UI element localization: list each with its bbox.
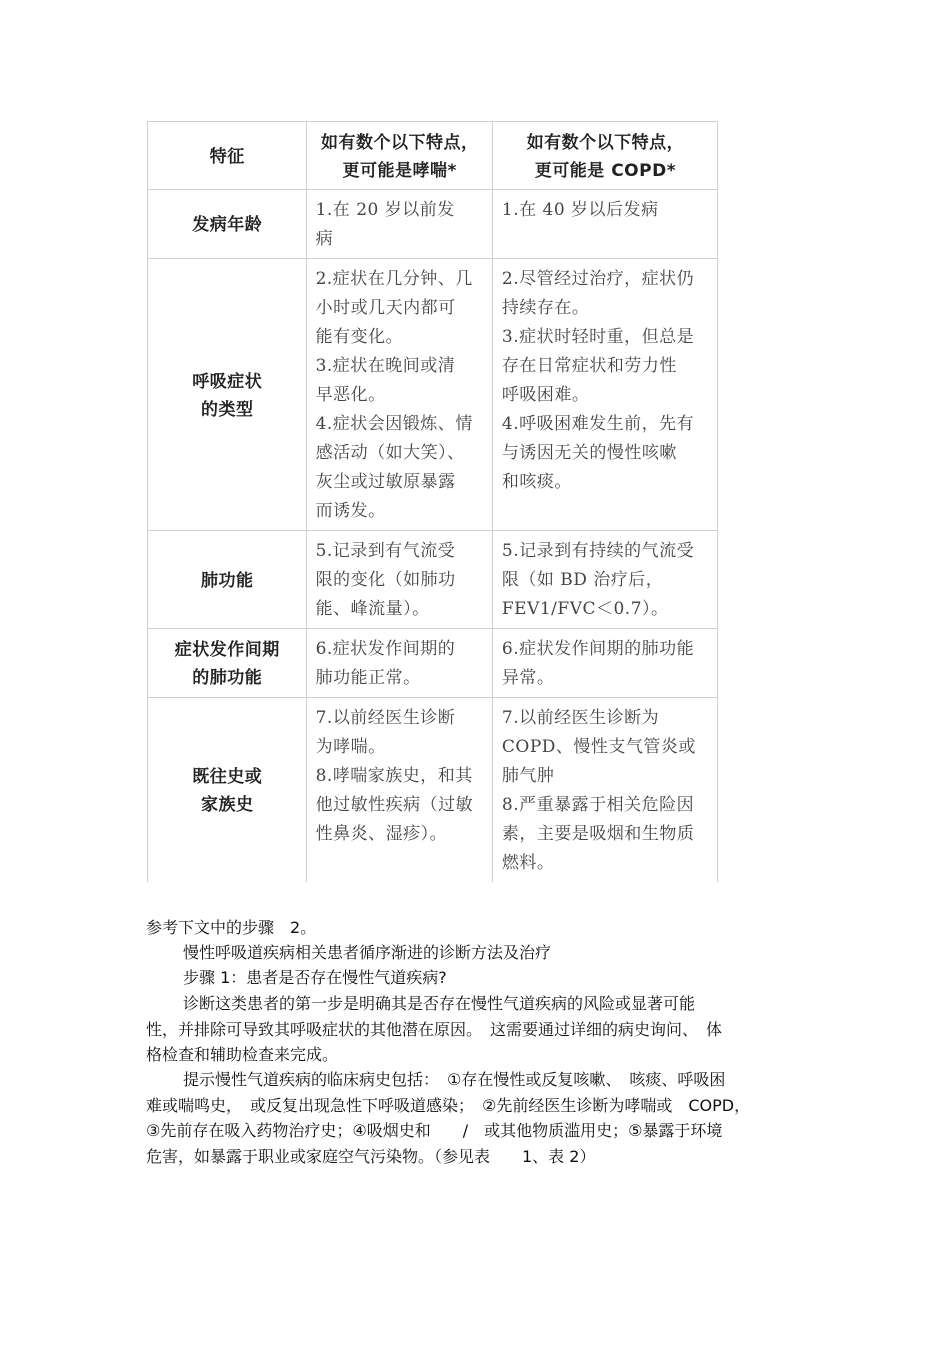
asthma-cell-line: 性鼻炎、湿疹）。 bbox=[315, 824, 448, 844]
asthma-cell-line: 病 bbox=[315, 229, 334, 249]
section-title: 慢性呼吸道疾病相关患者循序渐进的诊断方法及治疗 bbox=[183, 943, 552, 962]
para1-line: 性，并排除可导致其呼吸症状的其他潜在原因。 这需要通过详细的病史询问、 体 bbox=[146, 1019, 723, 1039]
feature-cell: 既往史或 家族史 bbox=[148, 698, 307, 883]
feature-cell: 肺功能 bbox=[148, 531, 307, 629]
copd-cell bbox=[492, 629, 717, 698]
copd-cell-line: 与诱因无关的慢性咳嗽 bbox=[501, 443, 677, 463]
table-row bbox=[148, 190, 718, 259]
table-row bbox=[148, 259, 718, 531]
asthma-cell bbox=[306, 259, 492, 531]
asthma-cell-line: 感活动（如大笑）、 bbox=[315, 443, 465, 463]
asthma-cell bbox=[306, 629, 492, 698]
ref-line: 参考下文中的步骤 2。 bbox=[146, 918, 317, 937]
table-row bbox=[148, 629, 718, 698]
asthma-cell bbox=[306, 531, 492, 629]
asthma-cell-line: 8.哮喘家族史，和其 bbox=[315, 766, 473, 786]
asthma-cell-line: 小时或几天内都可 bbox=[315, 298, 456, 318]
paragraph-1 bbox=[146, 991, 816, 1068]
asthma-cell-line: 早恶化。 bbox=[315, 385, 386, 405]
asthma-cell-line: 3.症状在晚间或清 bbox=[315, 356, 456, 376]
asthma-cell bbox=[306, 190, 492, 259]
copd-cell-line: 8.严重暴露于相关危险因 bbox=[501, 795, 695, 815]
para1-line: 诊断这类患者的第一步是明确其是否存在慢性气道疾病的风险或显著可能 bbox=[183, 994, 696, 1013]
asthma-cell-line: 7.以前经医生诊断 bbox=[315, 708, 456, 728]
para1-line: 格检查和辅助检查来完成。 bbox=[146, 1045, 339, 1064]
copd-cell bbox=[492, 259, 717, 531]
copd-cell-line: 限（如 BD 治疗后， bbox=[501, 570, 664, 590]
asthma-cell-line: 他过敏性疾病（过敏 bbox=[315, 795, 474, 815]
copd-cell-line: 2.尽管经过治疗，症状仍 bbox=[501, 269, 695, 289]
feature-cell: 症状发作间期 的肺功能 bbox=[148, 629, 307, 698]
copd-cell-line: 存在日常症状和劳力性 bbox=[501, 356, 677, 376]
copd-cell-line: 3.症状时轻时重，但总是 bbox=[501, 327, 695, 347]
copd-cell-line: 6.症状发作间期的肺功能 bbox=[501, 639, 695, 659]
para2-line: 提示慢性气道疾病的临床病史包括： ①存在慢性或反复咳嗽、 咳痰、呼吸困 bbox=[183, 1070, 726, 1089]
table-row bbox=[148, 531, 718, 629]
copd-cell-line: 4.呼吸困难发生前，先有 bbox=[501, 414, 695, 434]
copd-cell-line: 5.记录到有持续的气流受 bbox=[501, 541, 695, 561]
copd-cell bbox=[492, 531, 717, 629]
para2-line: 难或喘鸣史， 或反复出现急性下呼吸道感染； ②先前经医生诊断为哮喘或 COPD， bbox=[146, 1095, 751, 1115]
asthma-cell-line: 为哮喘。 bbox=[315, 737, 386, 757]
asthma-cell-line: 4.症状会因锻炼、情 bbox=[315, 414, 473, 434]
asthma-cell-line: 灰尘或过敏原暴露 bbox=[315, 472, 456, 492]
copd-cell-line: COPD、慢性支气管炎或 bbox=[501, 737, 696, 757]
paragraph-2 bbox=[146, 1067, 816, 1169]
asthma-cell bbox=[306, 698, 492, 883]
comparison-table bbox=[147, 121, 718, 882]
para2-line: ③先前存在吸入药物治疗史；④吸烟史和 / 或其他物质滥用史；⑤暴露于环境 bbox=[146, 1121, 723, 1140]
feature-cell: 发病年龄 bbox=[148, 190, 307, 259]
copd-cell-line: 燃料。 bbox=[501, 853, 555, 873]
copd-cell-line: FEV1/FVC＜0.7）。 bbox=[501, 599, 669, 619]
copd-cell-line: 7.以前经医生诊断为 bbox=[501, 708, 660, 728]
asthma-cell-line: 而诱发。 bbox=[315, 501, 386, 521]
asthma-cell-line: 能有变化。 bbox=[315, 327, 404, 347]
copd-cell bbox=[492, 698, 717, 883]
asthma-cell-line: 1.在 20 岁以前发 bbox=[315, 200, 455, 220]
asthma-cell-line: 肺功能正常。 bbox=[315, 668, 421, 688]
para2-line: 危害，如暴露于职业或家庭空气污染物。（参见表 1、表 2） bbox=[146, 1146, 596, 1166]
copd-cell-line: 持续存在。 bbox=[501, 298, 590, 318]
asthma-cell-line: 2.症状在几分钟、几 bbox=[315, 269, 473, 289]
table-header-row bbox=[148, 122, 718, 190]
header-copd: 如有数个以下特点， 更可能是 COPD* bbox=[492, 122, 717, 190]
copd-cell bbox=[492, 190, 717, 259]
step1-heading: 步骤 1：患者是否存在慢性气道疾病? bbox=[183, 968, 447, 987]
copd-cell-line: 和咳痰。 bbox=[501, 472, 572, 492]
asthma-cell-line: 限的变化（如肺功 bbox=[315, 570, 456, 590]
copd-cell-line: 异常。 bbox=[501, 668, 555, 688]
header-feature: 特征 bbox=[148, 122, 307, 190]
copd-cell-line: 素，主要是吸烟和生物质 bbox=[501, 824, 695, 844]
copd-cell-line: 1.在 40 岁以后发病 bbox=[501, 200, 659, 220]
table-row bbox=[148, 698, 718, 883]
asthma-cell-line: 5.记录到有气流受 bbox=[315, 541, 456, 561]
header-asthma: 如有数个以下特点， 更可能是哮喘* bbox=[306, 122, 492, 190]
feature-cell: 呼吸症状 的类型 bbox=[148, 259, 307, 531]
copd-cell-line: 肺气肿 bbox=[501, 766, 555, 786]
asthma-cell-line: 6.症状发作间期的 bbox=[315, 639, 456, 659]
copd-cell-line: 呼吸困难。 bbox=[501, 385, 590, 405]
asthma-cell-line: 能、峰流量）。 bbox=[315, 599, 430, 619]
